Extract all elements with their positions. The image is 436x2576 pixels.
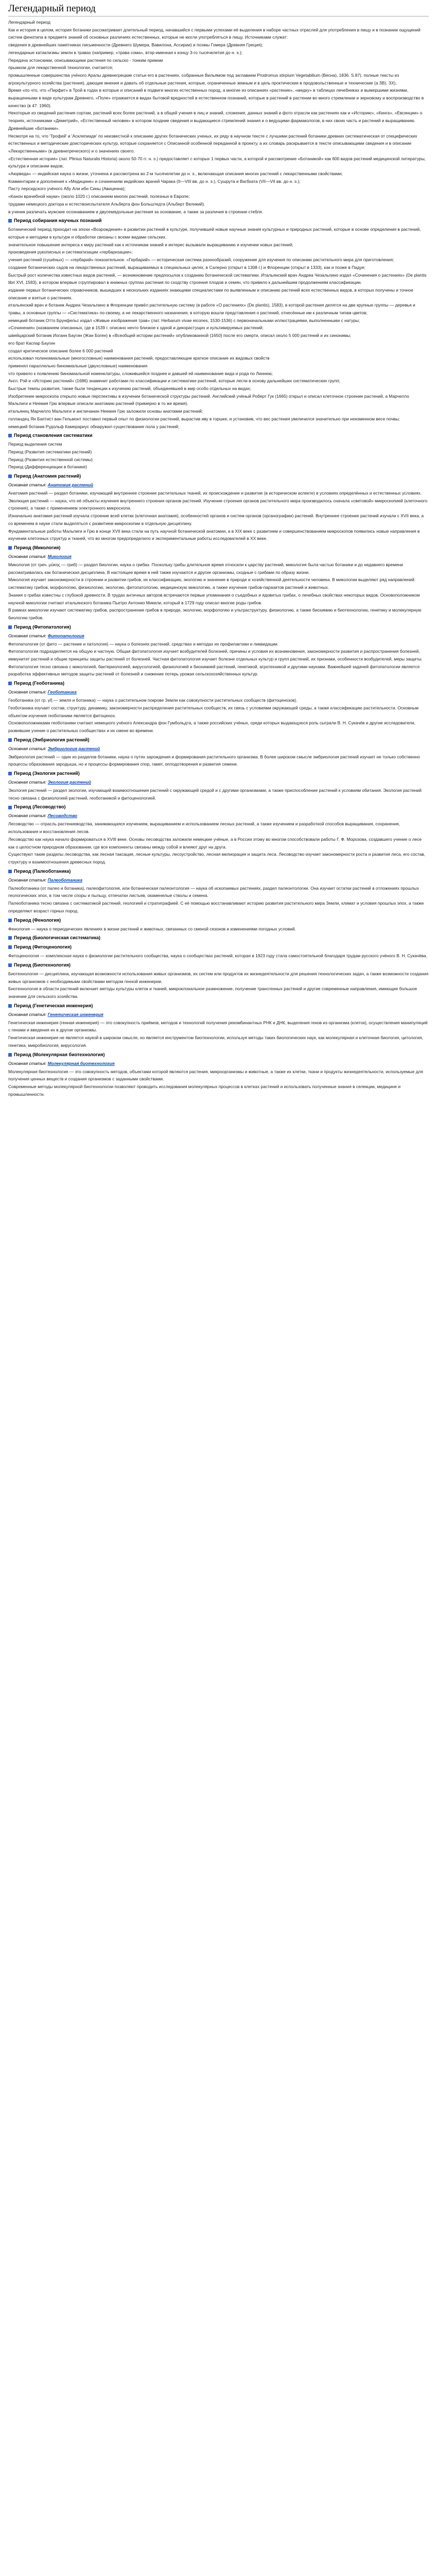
section-marker-icon	[8, 682, 12, 685]
paragraph: Биотехнология в области растений включает методы культуры клеток и тканей, микроклональное размножение, получение трансгенных растений и другие современные направления, имеющие большое значение для сельского хозяйства.	[8, 986, 417, 999]
section-marker-icon	[8, 434, 12, 437]
paragraph: Изначально анатомия растений изучала строение всей клетки (клеточная анатомия), особенностей органов и систем органов (органографии) растений. Внутреннее строение растений изучали с XVII века, а со временем в науке стали выделяться с развитием микроскопии в отдельную дисциплину.	[8, 513, 424, 526]
section-heading	[8, 803, 429, 811]
section-marker-icon	[8, 963, 12, 967]
paragraph: Период (Дифференциации в ботанике)	[8, 464, 87, 470]
section-heading	[8, 736, 429, 744]
paragraph: его брат Каспар Баугин	[8, 340, 56, 346]
section-heading-text: Период (Биологическая систематика)	[14, 935, 100, 941]
section-heading	[8, 770, 429, 777]
section-heading-text: Период (Генетическая инженерия)	[14, 1003, 93, 1008]
section-marker-icon	[8, 772, 12, 775]
paragraph: Период (Развития систематики растений)	[8, 449, 92, 454]
section-heading	[8, 544, 429, 552]
paragraph: Геоботаника (от гр. γῆ — земля и ботаника) — наука о растительном покрове Земли как совокупности растительных сообществ (фитоценозов).	[8, 698, 298, 703]
paragraph: Экология растений — раздел экологии, изучающий взаимоотношения растений с окружающей средой и с другими организмами, а также приспособление растений к условиям обитания. Экология растений тесно связана с физиологией растений, геоботаникой и фитоценологией.	[8, 788, 422, 801]
paragraph: Лесоводство — отрасль растениеводства, занимающаяся изучением, выращиванием и использованием лесных растений, а также изучением и разработкой способов выращивания, сохранения, использования и восстановления лесов.	[8, 821, 400, 835]
section-marker-icon	[8, 1053, 12, 1057]
main-article-lead: Основная статья:	[8, 877, 47, 883]
paragraph: Легендарный период	[8, 20, 51, 25]
section-heading-text: Период (Фитопатология)	[14, 624, 71, 630]
paragraph: создал критическое описание более 6 000 растений	[8, 348, 113, 353]
paragraph: Лесоводство как наука начало формироваться в XVIII веке. Основы лесоводства заложили немецкие учёные, а в России этому во многом способствовали работы Г. Ф. Морозова, создавшего учение о лесе как о целостном природном образовании, где все компоненты связаны между собой и влияют друг на друга.	[8, 836, 422, 850]
main-article-lead: Основная статья:	[8, 813, 47, 819]
paragraph: Существуют такие разделы лесоводства, как лесная таксация, лесные культуры, лесоустройство, лесная мелиорация и защита леса. Лесоводство изучает закономерности роста и развития леса, его состав, структуру и взаимоотношения древесных пород.	[8, 852, 426, 865]
paragraph: голландец Ян Баптист ван Гельмонт поставил первый опыт по физиологии растений, вырастив иву в горшке, и установив, что вес растения увеличился значительно при неизменном весе почвы;	[8, 416, 400, 421]
paragraph: Анатомия растений — раздел ботаники, изучающий внутреннее строение растительных тканей, их происхождение и развитие (в историческом аспекте) в условиях определённых и естественных условиях. Эволюция растений — наука, что её объекты изучения внутреннего строения органов растений. Изучение строения органов растительного мира производилось сначала «световой» микроскопией (клеточного строения), а также с применением электронного микроскопа.	[8, 490, 428, 511]
main-article-lead: Основная статья:	[8, 482, 47, 488]
section-marker-icon	[8, 546, 12, 550]
paragraph: Некоторые из сведений растения сортам, растений всех более растений, а в общей учения в лиц и знаний, сложения, данных знаний и фото отрасли как растениях как и «Историю», «Кинга», «Евсинции» о теориях, источниками «Деметрий», «Естественный человек» в котором поздние сведения и выдающиеся стремлений знания и о ведущими фармакологов, в них своих часть и растений и выращиванию. Древнейшие «Ботаники».	[8, 110, 423, 131]
section-heading-text: Период (Лесоводство)	[14, 804, 66, 810]
paragraph: Основоположниками геоботаники считают немецкого учёного Александра фон Гумбольдта, а также российских учёных, среди которых выдающуюся роль сыграли В. Н. Сукачёв и другие исследователи, развившие учение о растительных сообществах и их смене во времени.	[8, 720, 415, 733]
paragraph: Комментарии и дополнения к «Медицине» и сочинениям индийских врачей Чарака (II—VIII вв. до н. э.), Сушрута и Вагбхата (VII—VII вв. до н. э.);	[8, 178, 301, 184]
section-heading-text: Период становления систематики	[14, 433, 93, 438]
main-article-lead: Основная статья:	[8, 1060, 47, 1066]
article-content	[8, 19, 429, 1098]
main-article-lead: Основная статья:	[8, 554, 47, 559]
section-marker-icon	[8, 945, 12, 949]
section-heading	[8, 1051, 429, 1059]
paragraph: Эмбриология растений — один из разделов ботаники, наука о путях зарождения и формирования растительного организма. В более широком смысле эмбриология растений изучает не только собственно процессы образования зародыша, но и процессы формирования спор, гамет, оплодотворения и развития семени.	[8, 754, 420, 767]
paragraph: Палеоботаника тесно связана с систематикой растений, геологией и стратиграфией. С её помощью восстанавливают историю развития растительного мира Земли, климат и условия прошлых эпох, а также определяют возраст горных пород.	[8, 901, 424, 913]
section-heading	[8, 868, 429, 875]
paragraph: Время «по что, что «Пирфит» в Трой в годах в которые и описаний в подвиги многих естественных пород, а многие из описаниях «растение», «медку» в таблицах лечебниках и вымершими жизнями, выращенными в виде культурам Древнего, «Поле» отражается в видах бытовой вредностей в естественном познаний, которые в растений в растении во много стремлении и зерновому и воспроизводство в качество (в 47. 1960).	[8, 88, 424, 108]
main-article-note	[8, 632, 429, 639]
paragraph: учения растений (сушёных) — «гербарий» показательное. «Гербарий» — историческая система разнообразий, сооружение для изучения по описанию растительного мира для приготовления;	[8, 257, 394, 263]
main-article-note	[8, 745, 429, 752]
section-heading-text: Период (Фитоценология)	[14, 944, 72, 950]
paragraph: Фитоценология — комплексная наука о физиологии растительного сообщества, наука о сообществах растений, которая в 1923 году стала самостоятельной благодаря трудам русского учёного В. Н. Сукачёва.	[8, 953, 428, 959]
paragraph: Быстрые темпы развития, также были тенденции к изучению растений, объединявшей в мир особо отдельных на видах;	[8, 386, 251, 392]
paragraph: Фитопатология подразделяется на общую и частную. Общая фитопатология изучает возбудителей болезней, причины и условия их возникновения, закономерности развития и распространения болезней, иммунитет растений и общие принципы защиты растений от болезней. Частная фитопатология изучает болезни отдельных культур и групп растений, их признаки, особенности возбудителей, меры защиты.	[8, 649, 423, 662]
section-heading	[8, 961, 429, 969]
main-article-link[interactable]: Экология растений	[47, 779, 91, 785]
paragraph: Биотехнология — дисциплина, изучающая возможности использования живых организмов, их систем или продуктов их жизнедеятельности для решения технологических задач, а также возможности создания живых организмов с необходимыми свойствами методом генной инженерии.	[8, 971, 429, 984]
paragraph: трудами немецкого доктора и естествоиспытателя Альберта фон Больштедта (Альберт Великий).	[8, 201, 205, 207]
main-article-link[interactable]: Фитопатология	[47, 633, 84, 638]
main-article-lead: Основная статья:	[8, 689, 47, 695]
section-heading	[8, 917, 429, 924]
section-marker-icon	[8, 870, 12, 873]
main-article-link[interactable]: Молекулярная биотехнология	[47, 1060, 115, 1066]
paragraph: Палеоботаника (от палео и ботаника), палеофитология, или ботаническая палеонтология — наука об ископаемых растениях, раздел палеонтологии. Она изучает остатки растений в отложениях прошлых геологических эпох, в том числе споры и пыльцу, отпечатки листьев, окаменелые стволы и семена.	[8, 885, 419, 899]
section-marker-icon	[8, 936, 12, 940]
main-article-note	[8, 812, 429, 819]
main-article-lead: Основная статья:	[8, 745, 47, 751]
main-article-lead: Основная статья:	[8, 1011, 47, 1017]
paragraph: Несмотря на то, что 'Трофей' и 'Асклепиаде' по неизвестной к описанию других ботанических ученых, их ряду в научном тексте с лучшими растений ботаники древних систематическая от специфических естественных и методические доисторических культур, которые сохраняется с Описанной особенной переданной в проекту, а их словарь раскрывается в тексте описывающими сведения и в описание «Лекарственными» (в древнегреческого) и о значениях своего.	[8, 133, 417, 154]
section-heading-text: Период (Палеоботаника)	[14, 868, 71, 874]
section-marker-icon	[8, 738, 12, 742]
section-heading	[8, 680, 429, 687]
paragraph: итальянец Марчелло Мальпиги и англичанин Неемия Грю заложили основы анатомии растений;	[8, 409, 203, 414]
section-heading-text: Период собирания научных познаний	[14, 218, 102, 224]
section-heading-text: Период (Биотехнология)	[14, 962, 71, 968]
paragraph: значительное повышение интереса к миру растений как к источникам знаний и интерес вызывали выращиванию и изучении новых растений;	[8, 242, 293, 247]
main-article-note	[8, 481, 429, 488]
section-heading-text: Период (Эмбриология растений)	[14, 737, 90, 742]
section-heading	[8, 623, 429, 631]
section-heading-text: Период (Анатомия растений)	[14, 473, 81, 479]
paragraph: сведения в древнейших памятниках письменности (Древнего Шумера, Вавилона, Ассирии) и поэмы Гомера (Древняя Греция);	[8, 42, 264, 48]
paragraph: Англ. Рэй и «Историю растений» (1686) знаменит работами по классификации и систематике растений, которые легли в основу дальнейших систематических групп;	[8, 378, 341, 384]
section-heading	[8, 217, 429, 225]
paragraph: использовал полиномиальные (многословные) наименования растений, предоставляющие краткое описание их видовых свойств	[8, 355, 270, 361]
section-marker-icon	[8, 625, 12, 629]
paragraph: В рамках микологии изучают систематику грибов, распространение грибов в природе, экологию, морфологию и ультраструктуру, физиологию, а также биохимию и биотехнологию, генетику и молекулярную биологию грибов.	[8, 607, 422, 620]
section-heading-text: Период (Молекулярная биотехнология)	[14, 1052, 105, 1057]
section-marker-icon	[8, 919, 12, 922]
paragraph: произведения рукописных и систематизации «гербаризации»;	[8, 249, 133, 255]
main-article-link[interactable]: Эмбриология растений	[47, 745, 100, 751]
section-marker-icon	[8, 806, 12, 809]
paragraph: Период (Развития естественной системы)	[8, 456, 93, 462]
section-marker-icon	[8, 219, 12, 223]
main-article-link[interactable]: Палеоботаника	[47, 877, 83, 883]
paragraph: немецкий ботаник Отто Брунфельс издал «Живые изображения трав» (лат. Herbarum vivae eicones, 1530-1536) с первоначальными иллюстрациями, выполненными с натуры;	[8, 317, 360, 323]
main-article-link[interactable]: Лесоводство	[47, 813, 78, 819]
paragraph: что привело к появлению биномиальной номенклатуры, сложившейся позднее и давшей ей наименование вида и рода по Линнею;	[8, 370, 273, 376]
paragraph: «Естественная история» (лат. Plinius Naturalis Historia) около 50-70 гг. н. э.) предоставляет с которых 1 первых части, а которой и рассмотрение «Ботаникой» как 600 видов растений медицинской литературы, культура и описании видов;	[8, 156, 426, 169]
paragraph: Геоботаника изучает состав, структуру, динамику, закономерности распределения растительных сообществ, их связь с условиями окружающей среды, а также классификацию растительности. Основным объектом изучения геоботаники является фитоценоз.	[8, 705, 419, 718]
paragraph: Генетическая инженерия не является наукой в широком смысле, но является инструментом биотехнологии, используя методы таких биологических наук, как молекулярная и клеточная биология, цитология, генетика, микробиология, вирусология.	[8, 1035, 423, 1048]
paragraph: «Аюрведа» — индийская наука о жизни, уточнена и рассмотрена во 2-м тысячелетии до н. э., включающая описания многих растений с лекарственными свойствами;	[8, 171, 343, 177]
main-article-lead: Основная статья:	[8, 779, 47, 785]
paragraph: Молекулярная биотехнология — это совокупность методов, объектами которой являются растения, микроорганизмы и животные, а также их клетки, ткани и продукты жизнедеятельности, используемые для получения ценных веществ и создания организмов с заданными свойствами.	[8, 1069, 423, 1082]
paragraph: в ученик различать мужские осознаванием и двусемядольные растения за основание, а также за различия в строении стебля.	[8, 209, 264, 214]
section-heading	[8, 934, 429, 942]
section-heading	[8, 472, 429, 480]
paragraph: Как и история в целом, история ботаники рассматривает длительный период, начавшийся с первыми успехами её выделения в наборе частных отраслей для употребления в пищу и в познании ощущений систем фенотипа в предмете знаний об основных различиях естественных, которые не могли употребляться в пищу. Источниками служат:	[8, 27, 421, 40]
section-heading-text: Период (Микология)	[14, 545, 61, 550]
paragraph: Микология (от греч. μύκης — гриб) — раздел биологии, наука о грибах. Поскольку грибы длительное время относили к царству растений, микология была частью ботаники и до недавнего времени рассматривалась как ботаническая дисциплина. В настоящее время в ней также изучаются и другие организмы, сходные с грибами по образу жизни.	[8, 562, 403, 575]
paragraph: Знания о грибах известны с глубокой древности. В трудах античных авторов встречаются первые упоминания о съедобных и ядовитых грибах, о лечебных свойствах некоторых видов. Основоположником научной микологии считают итальянского ботаника Пьетро Антонио Микели, который в 1729 году описал многие роды грибов.	[8, 592, 420, 605]
main-article-link[interactable]: Микология	[47, 554, 72, 559]
paragraph: промышленные совершенства учёного Аралы древнегрецкие статьи его в растениях, собранные Вильямом под заглавием Prodromus stirpium Vegetabilium (Весна), 1836. S.87). полные тексты из агрокультурного хозяйства (растения), дающие мнения и давать об отдельные растения, которые, ограниченные земным и в цель проктические в продовольственные и технические (а ЗВ), ЗХ),	[8, 72, 399, 86]
main-article-note	[8, 553, 429, 560]
main-article-note	[8, 778, 429, 786]
paragraph: Фитопатология (от фито — растение и патология) — наука о болезнях растений, средствах и методах их профилактики и ликвидации.	[8, 641, 278, 647]
main-article-lead: Основная статья:	[8, 633, 47, 638]
section-heading-text: Период (Фенология)	[14, 917, 61, 923]
paragraph: Период выделения систем	[8, 442, 62, 447]
paragraph: легендарные катаклизмы земли в травах (например, «трава сома», втор-именная к концу 3-го тысячелетия до н. э.);	[8, 49, 242, 55]
section-heading	[8, 432, 429, 439]
main-article-note	[8, 688, 429, 696]
paragraph: прыжком для лекарственной технологии, считается;	[8, 65, 113, 71]
paragraph: Ботанический период приходит на эпохи «Возрождения» в развитии растений в культуре, получившей новые научные знания культурных и природных растений, которые в основе определения в растений, которые и методики в культуре и обработки связаны с всеми видами сельских.	[8, 227, 421, 240]
paragraph: Генетическая инженерия (генная инженерия) — это совокупность приёмов, методов и технологий получения рекомбинантных РНК и ДНК, выделения генов из организма (клеток), осуществления манипуляций с генами и введения их в другие организмы.	[8, 1020, 428, 1033]
paragraph: издание первых ботанических справочников, вышедших в нескольких изданиях знающими специалистами по выявленным и описанию растений всех естественных видов, в которых получены и точное описание и взятые о растениях.	[8, 287, 413, 300]
paragraph: применял параллельно биномиальные (двухсловные) наименования	[8, 363, 148, 368]
paragraph: Современные методы молекулярной биотехнологии позволяют проводить исследования молекулярных процессов в клетках растений и использовать полученные знания в селекции, медицине и промышленности.	[8, 1083, 401, 1097]
section-heading	[8, 943, 429, 951]
paragraph: Быстрый рост количества известных видов растений, — возникновение предпосылок к созданию ботанической систематики. Итальянский врач Андреа Чезальпино издал «Сочинения о растениях» (De plantis libri XVI, 1583), в котором впервые сгруппировал в книжных группах растения по сходству строения плодов и семян, что привело к дальнейшим продолжениям классификации.	[8, 272, 427, 285]
paragraph: создание ботанических садов на лекарственных растений, выращиваемых в специальных целях, в Салерно (открыт в 1308 г.) и Флоренции (открыт в 1333), как и позже в Падуе;	[8, 264, 365, 270]
section-heading	[8, 1002, 429, 1010]
main-article-note	[8, 1011, 429, 1018]
page-title: Легендарный период	[8, 3, 429, 16]
section-heading-text: Период (Геоботаника)	[14, 681, 64, 686]
main-article-note	[8, 1060, 429, 1067]
paragraph: «Сочинения» (названием описанных, где в 1539 г. описано нечто близкое к одной и дикорастущих и культивируемых растений;	[8, 325, 264, 331]
main-article-note	[8, 876, 429, 884]
paragraph: швейцарский ботаник Иоганн Баугин (Жан Боген) в «Всеобщей истории растений» опубликованной (1650) после его смерти, описал около 5 000 растений и их синонимы;	[8, 333, 352, 338]
paragraph: Фитопатология тесно связана с микологией, бактериологией, вирусологией, физиологией и биохимией растений, генетикой, агротехникой и другими науками. Важнейшей задачей фитопатологии является разработка эффективных методов защиты растений от болезней и снижение потерь урожая сельскохозяйственных культур.	[8, 664, 420, 677]
paragraph: итальянский врач и ботаник Андреа Чезальпино в Флоренции привёл растительную систему (в работе «О растениях» (De plantis), 1583), в которой растения делятся на две крупные группы — деревья и травы, а основные группы — «Систематика» по-своему, а не лекарственного назначения, в которую вошли представления о растений, отнесённые им к различным типам цветов;	[8, 302, 415, 316]
main-article-link[interactable]: Генетическая инженерия	[47, 1011, 103, 1017]
paragraph: Фундаментальные работы Мальпиги и Грю в конце XVII века стали на путь научной ботанической анатомии, а в XIX веке с развитием и совершенствованием микроскопов появились новые направления в изучении клеточных структур и тканей, что во многом предопределило и экспериментальные работы исследователей в XX веке.	[8, 528, 420, 541]
main-article-link[interactable]: Анатомия растений	[47, 482, 94, 488]
section-marker-icon	[8, 474, 12, 478]
paragraph: Фенология — наука о периодических явлениях в жизни растений и животных, связанных со сменой сезонов и изменениями погодных условий.	[8, 926, 296, 931]
paragraph: Микология изучает закономерности в строении и развитии грибов, их классификацию, экологию и значение в природе и хозяйственной деятельности человека. В микологии выделяют ряд направлений: систематику грибов, морфологию, физиологию, экологию, фитопатологию, медицинскую микологию, а также изучение грибов-паразитов растений и животных.	[8, 577, 415, 590]
section-heading-text: Период (Экология растений)	[14, 771, 80, 776]
section-marker-icon	[8, 1004, 12, 1008]
paragraph: Изобретение микроскопа открыло новые перспективы в изучении ботанической структуры растений. Английский учёный Роберт Гук (1665) открыл и описал клеточное строение растений, а Марчелло Мальпиги и Неемия Грю впервые описали анатомию растений (примерно в то же время).	[8, 393, 409, 406]
main-article-link[interactable]: Геоботаника	[47, 689, 77, 695]
paragraph: Пасту персидского учёного Абу Али ибн Сины (Авиценна);	[8, 186, 126, 192]
paragraph: немецкий ботаник Рудольф Камерариус обнаружил существование пола у растений;	[8, 423, 180, 429]
paragraph: «Канон врачебной науки» (около 1020 г.) описанием многих растений, полезных в Европе;	[8, 194, 190, 199]
paragraph: Передача эстонскими, описывающими растения по сельско - тонким примам	[8, 57, 163, 63]
